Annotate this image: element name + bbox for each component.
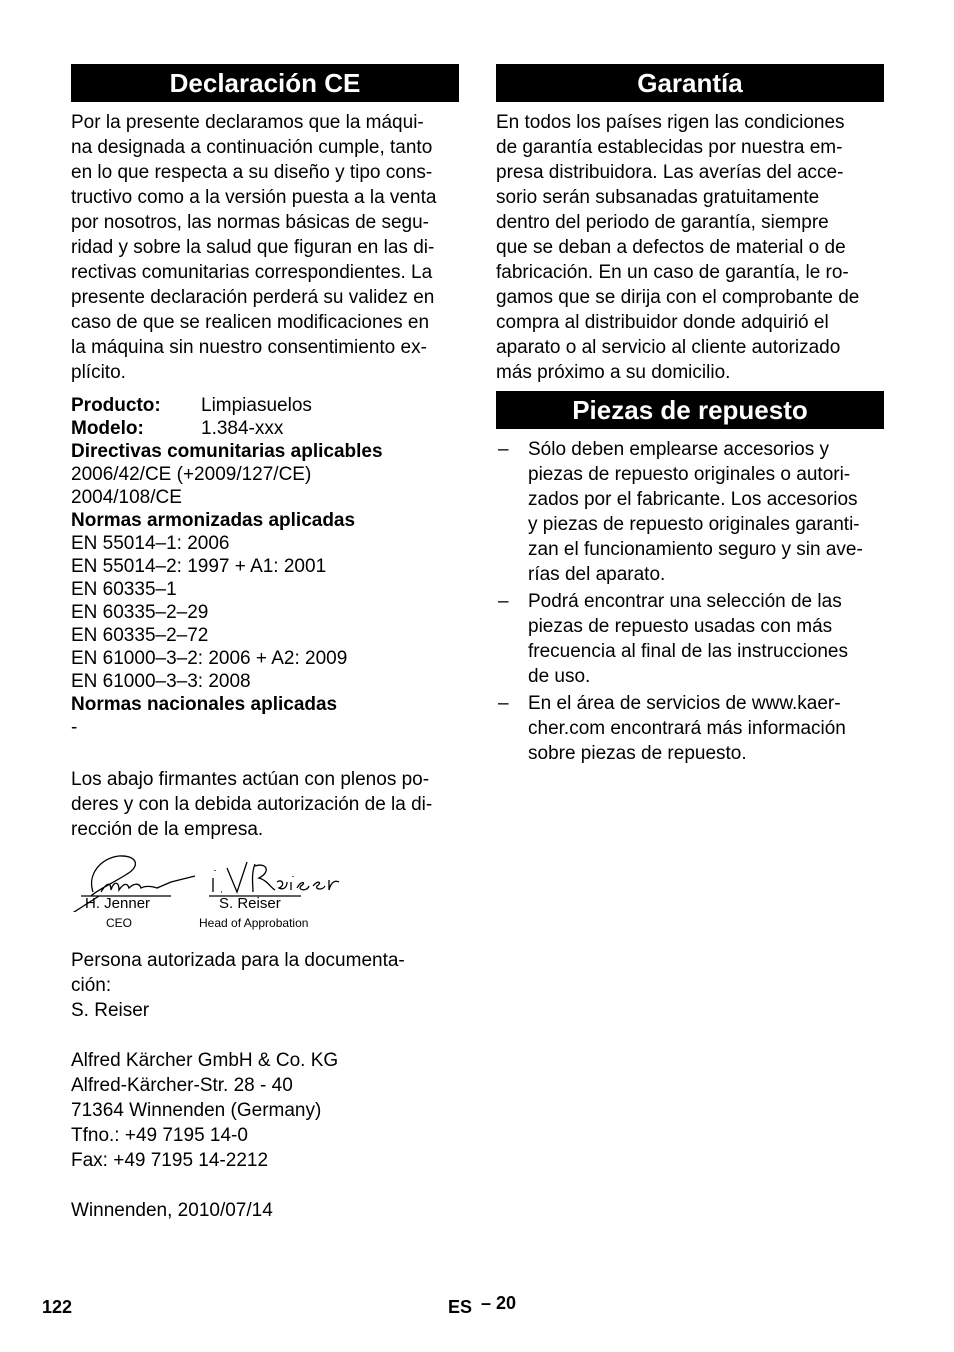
standard-item: EN 60335–2–72	[71, 625, 209, 646]
standard-item: EN 61000–3–2: 2006 + A2: 2009	[71, 648, 348, 669]
bullet-dash: –	[498, 439, 509, 460]
company-address: Alfred Kärcher GmbH & Co. KG Alfred-Kärcher-Str. 28 - 40 71364 Winnenden (Germany) Tfno.: +49 7195 14-0 Fax: +49 7195 14-2212	[71, 1050, 339, 1171]
directive-item: 2006/42/CE (+2009/127/CE)	[71, 464, 312, 485]
national-value: -	[71, 717, 78, 738]
signers-statement: Los abajo firmantes actúan con plenos po- deres y con la debida autorización de la di- rección de la empresa.	[71, 769, 433, 840]
standard-item: EN 55014–2: 1997 + A1: 2001	[71, 556, 327, 577]
national-heading: Normas nacionales aplicadas	[71, 694, 338, 715]
directives-heading: Directivas comunitarias aplicables	[71, 441, 383, 462]
directive-item: 2004/108/CE	[71, 487, 182, 508]
model-value: 1.384-xxx	[201, 418, 284, 439]
signer2-role: Head of Approbation	[199, 916, 309, 930]
list-item: – Podrá encontrar una selección de las piezas de repuesto usadas con más frecuencia al final de las instrucciones de uso.	[498, 591, 849, 687]
product-row	[71, 394, 459, 417]
authorized-person: Persona autorizada para la documenta- ción: S. Reiser	[71, 950, 405, 1021]
signature-reiser	[209, 862, 339, 896]
product-label: Producto:	[71, 395, 161, 416]
spare-parts-title: Piezas de repuesto	[496, 391, 884, 429]
signer2-name: S. Reiser	[219, 895, 281, 912]
place-date: Winnenden, 2010/07/14	[71, 1200, 273, 1221]
warranty-title: Garantía	[496, 64, 884, 102]
list-item: – En el área de servicios de www.kaer- cher.com encontrará más información sobre piezas de repuesto.	[498, 693, 846, 764]
declaration-intro: Por la presente declaramos que la máqui- na designada a continuación cumple, tanto en lo que respecta a su diseño y tipo cons- tructivo como a la versión puesta a la venta por nosotros, las normas básicas de segu- ridad y sobre la salud que figuran en las di- rectivas comunitarias correspondientes. La presente declaración perderá su validez en caso de que se realicen modificaciones en la máquina sin nuestro consentimiento ex- plícito.	[71, 112, 437, 383]
bullet-dash: –	[498, 591, 509, 612]
harmonized-heading: Normas armonizadas aplicadas	[71, 510, 356, 531]
product-value: Limpiasuelos	[201, 395, 312, 416]
list-item: – Sólo deben emplearse accesorios y piezas de repuesto originales o autori- zados por el fabricante. Los accesorios y piezas de repuesto originales garanti- zan el funcionamiento seguro y sin ave- rías del aparato.	[498, 439, 863, 585]
left-column	[71, 64, 459, 1223]
standard-item: EN 55014–1: 2006	[71, 533, 230, 554]
declaration-title: Declaración CE	[71, 64, 459, 102]
standard-item: EN 61000–3–3: 2008	[71, 671, 251, 692]
language-code: ES	[448, 1297, 473, 1317]
spare-parts-list	[496, 437, 884, 766]
product-specs	[71, 394, 459, 739]
signature-block	[71, 852, 459, 942]
right-column	[496, 64, 884, 768]
section-page-number: – 20	[481, 1293, 517, 1313]
signer1-role: CEO	[106, 916, 133, 930]
page-number: 122	[42, 1297, 73, 1317]
bullet-dash: –	[498, 693, 509, 714]
standard-item: EN 60335–1	[71, 579, 177, 600]
warranty-text: En todos los países rigen las condiciones de garantía establecidas por nuestra em- presa distribuidora. Las averías del acce- sorio serán subsanadas gratuitamente dentro del periodo de garantía, siempre que se deban a defectos de material o de fabricación. En un caso de garantía, le ro- gamos que se dirija con el comprobante de compra al distribuidor donde adquirió el aparato o al servicio al cliente autorizado más próximo a su domicilio.	[496, 112, 860, 383]
signer1-name: H. Jenner	[85, 895, 151, 912]
model-row	[71, 417, 459, 440]
model-label: Modelo:	[71, 418, 144, 439]
standard-item: EN 60335–2–29	[71, 602, 209, 623]
